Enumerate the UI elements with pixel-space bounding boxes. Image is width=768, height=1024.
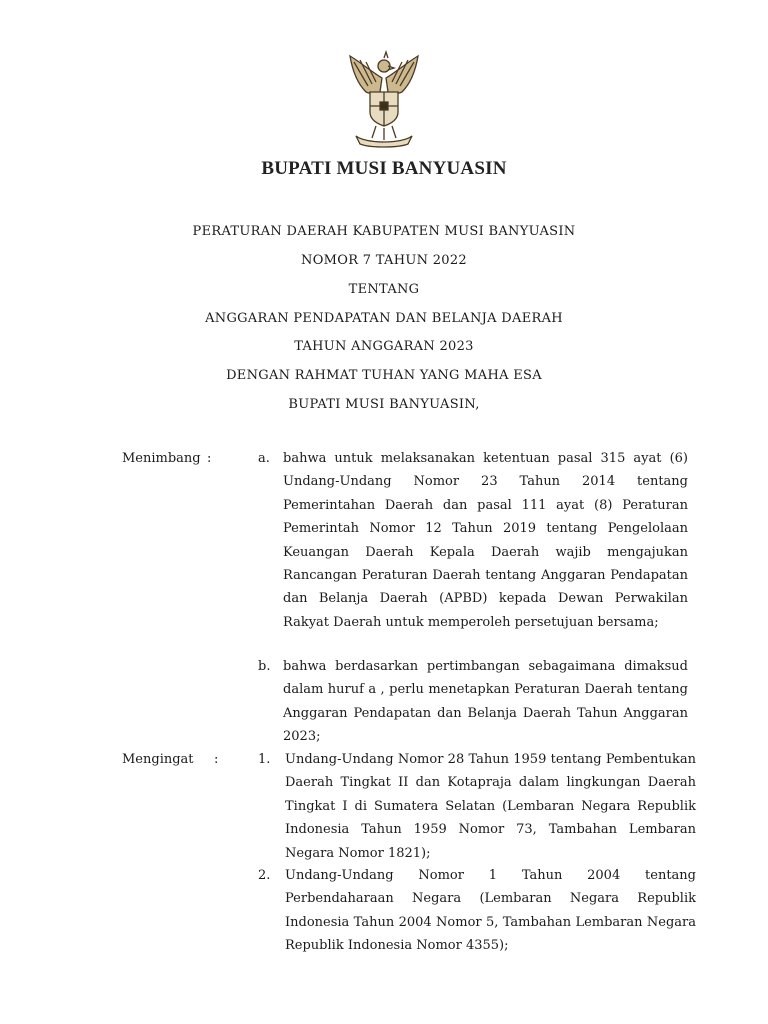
- regulation-fiscal-year: TAHUN ANGGARAN 2023: [294, 339, 474, 354]
- issuer-line: BUPATI MUSI BANYUASIN,: [288, 397, 480, 412]
- regulation-subject: ANGGARAN PENDAPATAN DAN BELANJA DAERAH: [205, 311, 563, 326]
- mengingat-label: [122, 752, 219, 767]
- menimbang-item-a-marker: a.: [258, 451, 270, 466]
- regulation-about: TENTANG: [348, 282, 420, 297]
- invocation-line: DENGAN RAHMAT TUHAN YANG MAHA ESA: [226, 368, 542, 383]
- mengingat-item-2-marker: 2.: [258, 868, 271, 883]
- menimbang-item-a: bahwa untuk melaksanakan ketentuan pasal 315 ayat (6) Undang-Undang Nomor 23 Tahun 2014 tentang Pemerintahan Daerah dan pasal 111 ayat (8) Peraturan Pemerintah Nomor 12 Tahun 2019 tentang Pengelolaan Keuangan Daerah Kepala Daerah wajib mengajukan Rancangan Peraturan Daerah tentang Anggaran Pendapatan dan Belanja Daerah (APBD) kepada Dewan Perwakilan Rakyat Daerah untuk memperoleh persetujuan bersama;: [283, 451, 688, 630]
- menimbang-item-b: bahwa berdasarkan pertimbangan sebagaimana dimaksud dalam huruf a , perlu menetapkan Peraturan Daerah tentang Anggaran Pendapatan dan Belanja Daerah Tahun Anggaran 2023;: [283, 659, 688, 745]
- mengingat-colon: :: [214, 752, 219, 767]
- regulation-number: NOMOR 7 TAHUN 2022: [301, 253, 467, 268]
- mengingat-item-2: Undang-Undang Nomor 1 Tahun 2004 tentang Perbendaharaan Negara (Lembaran Negara Republik Indonesia Tahun 2004 Nomor 5, Tambahan Lembaran Negara Republik Indonesia Nomor 4355);: [285, 868, 696, 954]
- mengingat-label-text: Mengingat: [122, 752, 194, 767]
- menimbang-label-text: Menimbang: [122, 451, 201, 466]
- regulation-title: PERATURAN DAERAH KABUPATEN MUSI BANYUASIN: [192, 224, 576, 239]
- menimbang-item-b-marker: b.: [258, 659, 271, 674]
- document-title: BUPATI MUSI BANYUASIN: [261, 158, 507, 179]
- menimbang-label: [122, 451, 212, 466]
- mengingat-item-1: Undang-Undang Nomor 28 Tahun 1959 tentang Pembentukan Daerah Tingkat II dan Kotapraja dalam lingkungan Daerah Tingkat I di Sumatera Selatan (Lembaran Negara Republik Indonesia Tahun 1959 Nomor 73, Tambahan Lembaran Negara Nomor 1821);: [285, 752, 696, 861]
- mengingat-item-1-marker: 1.: [258, 752, 271, 767]
- garuda-pancasila-emblem-icon: [342, 48, 426, 148]
- menimbang-colon: :: [207, 451, 212, 466]
